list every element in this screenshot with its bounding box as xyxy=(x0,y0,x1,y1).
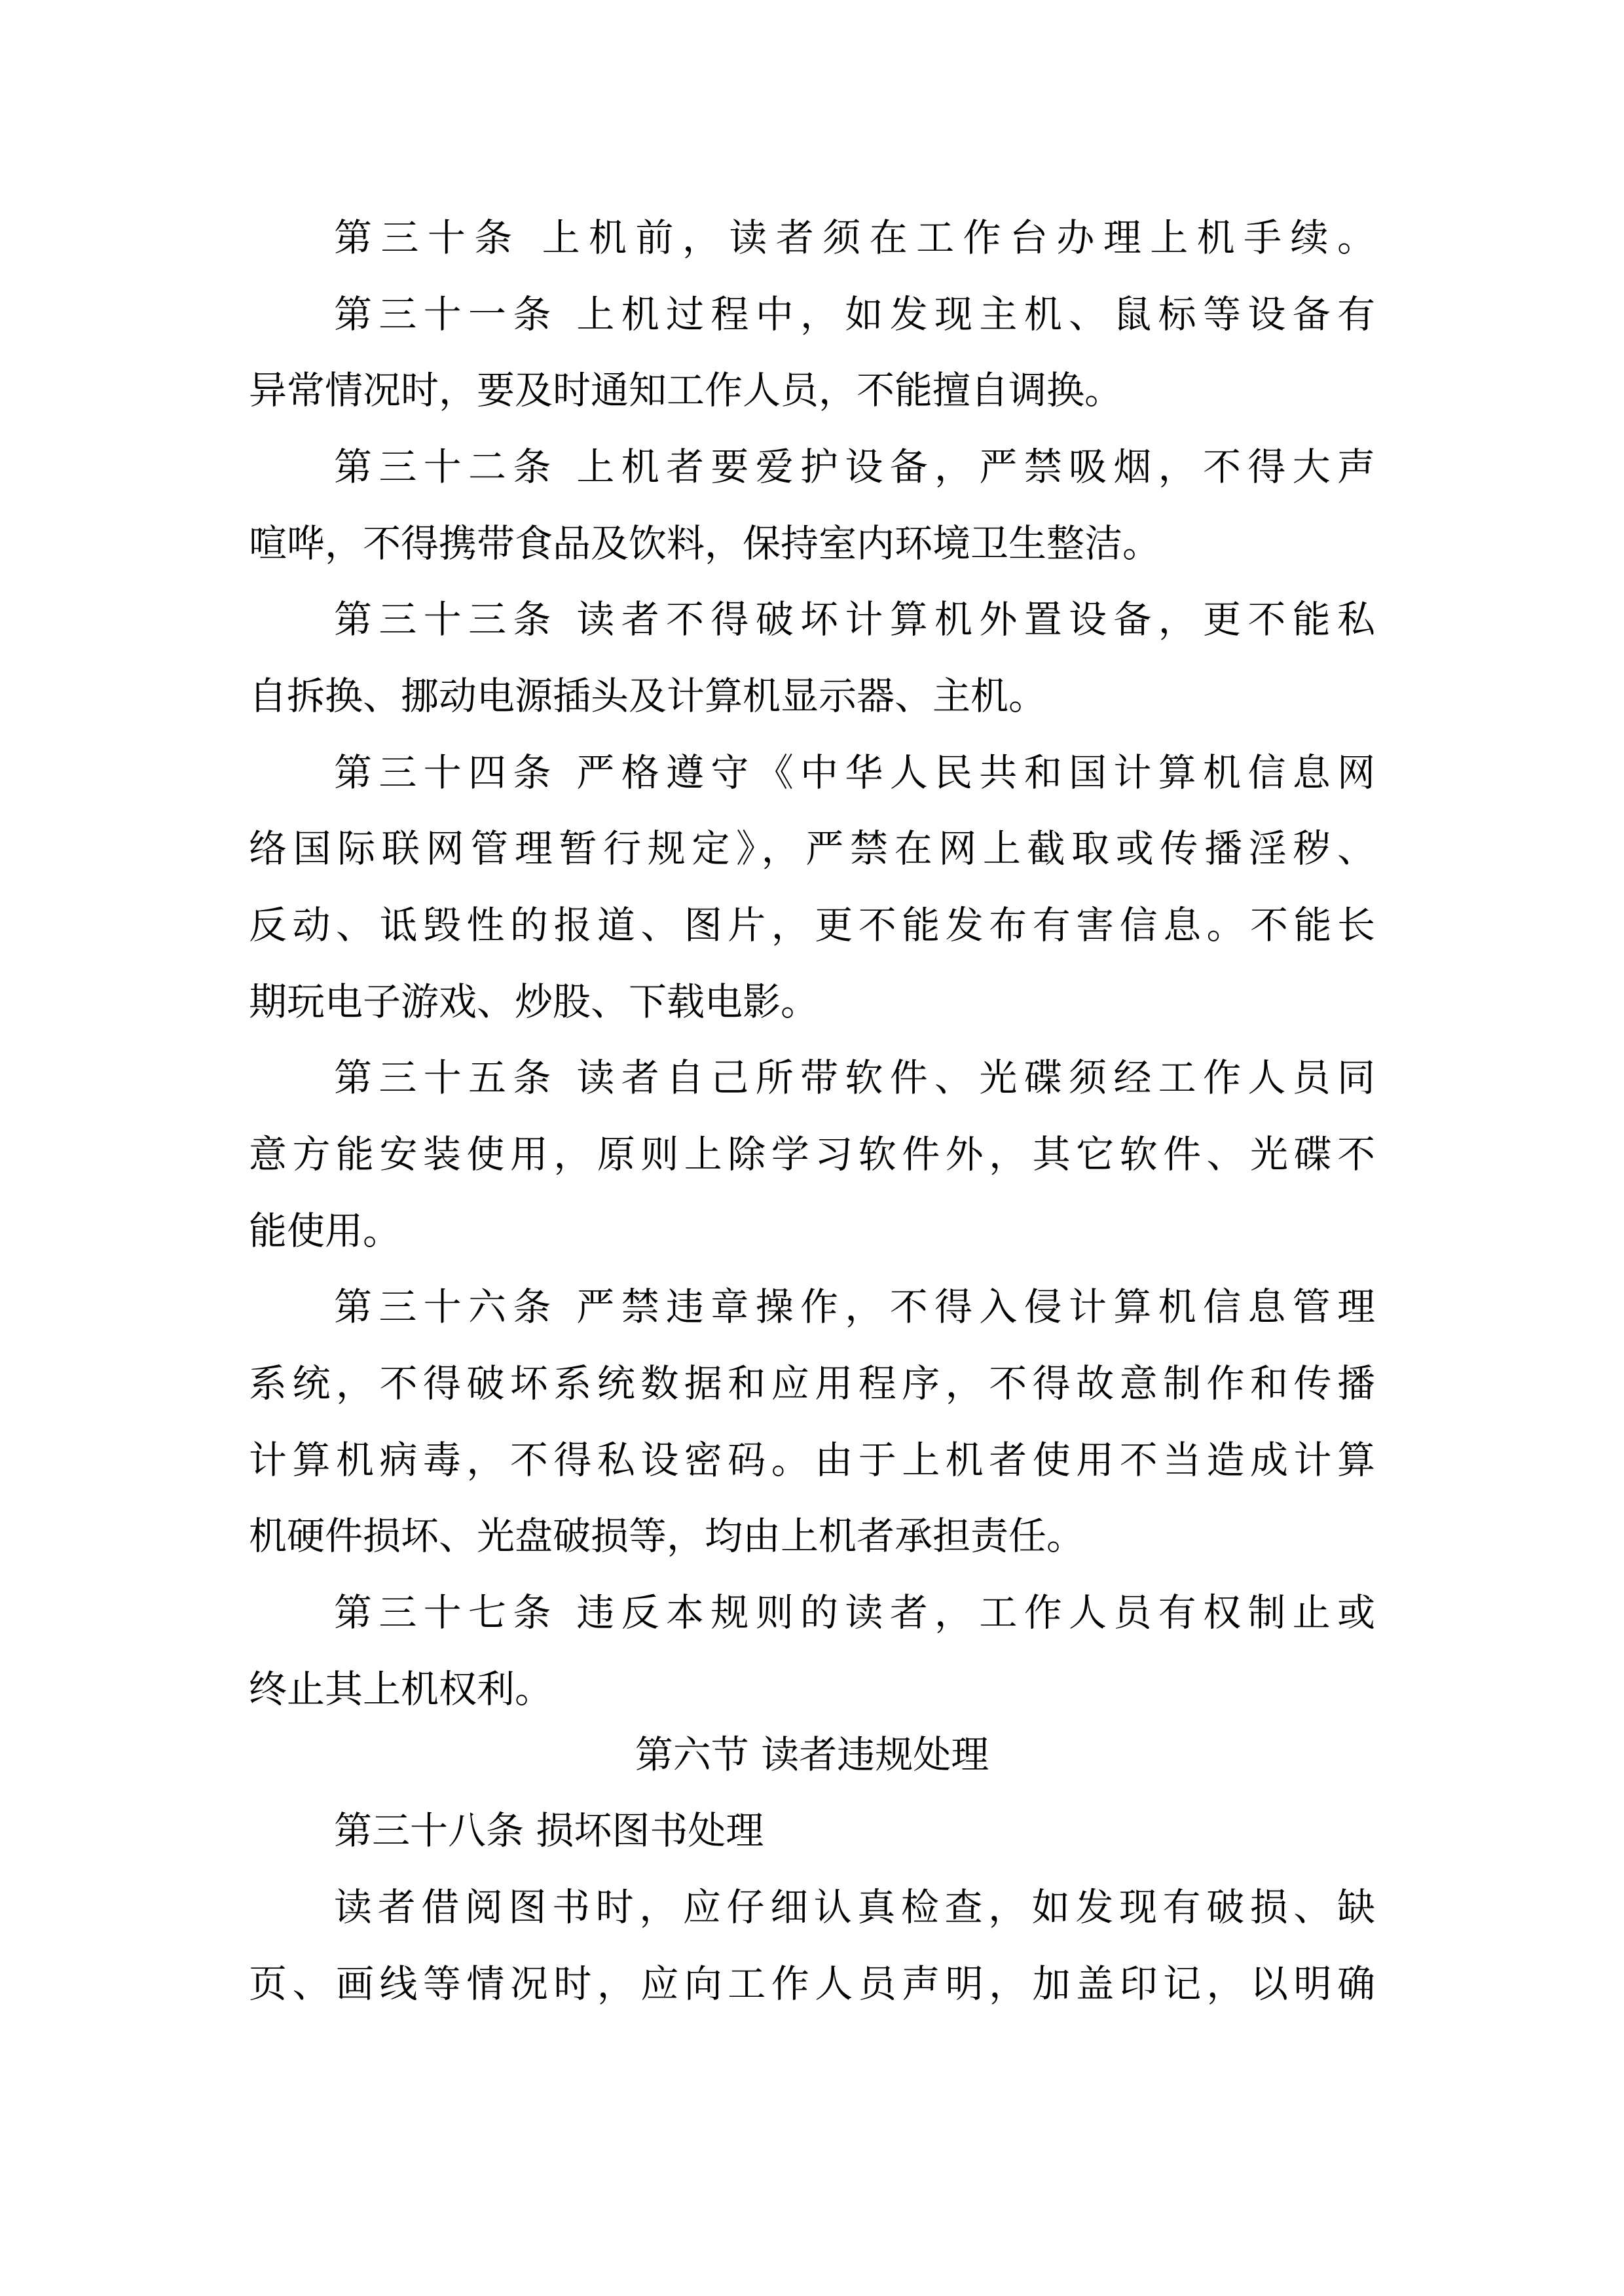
article-34-line-1: 第三十四条 严格遵守《中华人民共和国计算机信息网 xyxy=(334,750,1375,795)
article-34-line-2: 络国际联网管理暂行规定》，严禁在网上截取或传播淫秽、 xyxy=(249,826,1375,871)
article-33-line-2: 自拆换、挪动电源插头及计算机显示器、主机。 xyxy=(249,674,1047,718)
article-31-line-2: 异常情况时，要及时通知工作人员，不能擅自调换。 xyxy=(249,368,1123,412)
article-32-line-1: 第三十二条 上机者要爱护设备，严禁吸烟，不得大声 xyxy=(334,445,1375,489)
article-36-line-4: 机硬件损坏、光盘破损等，均由上机者承担责任。 xyxy=(249,1514,1085,1558)
article-37-line-1: 第三十七条 违反本规则的读者，工作人员有权制止或 xyxy=(334,1590,1375,1635)
article-36-line-2: 系统，不得破坏系统数据和应用程序，不得故意制作和传播 xyxy=(249,1361,1375,1406)
article-30-line-1: 第三十条 上机前，读者须在工作台办理上机手续。 xyxy=(334,215,1375,260)
article-38-title: 第三十八条 损坏图书处理 xyxy=(334,1808,764,1853)
article-31-line-1: 第三十一条 上机过程中，如发现主机、鼠标等设备有 xyxy=(334,292,1375,337)
article-35-line-1: 第三十五条 读者自己所带软件、光碟须经工作人员同 xyxy=(334,1055,1375,1100)
article-37-line-2: 终止其上机权利。 xyxy=(249,1667,553,1711)
article-38-line-1: 读者借阅图书时，应仔细认真检查，如发现有破损、缺 xyxy=(334,1885,1375,1929)
article-34-line-4: 期玩电子游戏、炒股、下载电影。 xyxy=(249,979,819,1024)
article-32-line-2: 喧哗，不得携带食品及饮料，保持室内环境卫生整洁。 xyxy=(249,521,1161,566)
article-36-line-3: 计算机病毒，不得私设密码。由于上机者使用不当造成计算 xyxy=(249,1438,1375,1482)
article-35-line-2: 意方能安装使用，原则上除学习软件外，其它软件、光碟不 xyxy=(249,1132,1375,1176)
section-heading: 第六节 读者违规处理 xyxy=(635,1732,989,1777)
article-34-line-3: 反动、诋毁性的报道、图片，更不能发布有害信息。不能长 xyxy=(249,903,1375,947)
article-38-line-2: 页、画线等情况时，应向工作人员声明，加盖印记，以明确 xyxy=(249,1961,1375,2006)
article-33-line-1: 第三十三条 读者不得破坏计算机外置设备，更不能私 xyxy=(334,597,1375,642)
article-35-line-3: 能使用。 xyxy=(249,1209,401,1253)
article-36-line-1: 第三十六条 严禁违章操作，不得入侵计算机信息管理 xyxy=(334,1285,1375,1329)
